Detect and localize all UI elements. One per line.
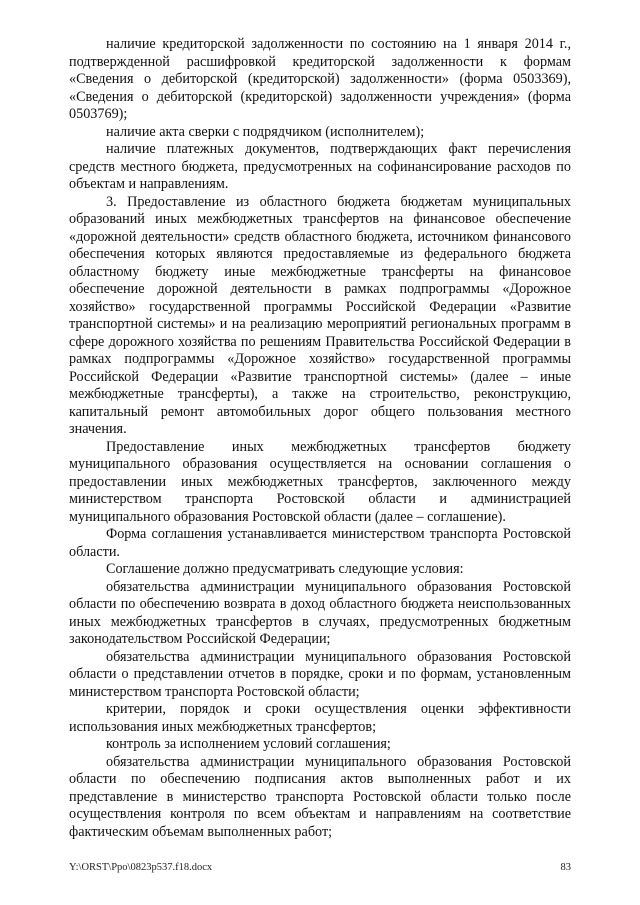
document-body	[69, 36, 571, 841]
page-number: 83	[560, 862, 571, 873]
paragraph-transfer-provision: Предоставление иных межбюджетных трансфертов бюджету муниципального образования осуществляется на основании соглашения о предоставлении иных межбюджетных трансфертов, заключенного между министерством транспорта Ростовской области и администрацией муниципального образования Ростовской области (далее – соглашение).	[69, 438, 571, 525]
paragraph-agreement-conditions: Соглашение должно предусматривать следующие условия:	[106, 561, 464, 577]
paragraph-agreement-form: Форма соглашения устанавливается министерством транспорта Ростовской области.	[69, 526, 571, 560]
footer-file-path: Y:\ORST\Ppo\0823p537.f18.docx	[69, 862, 213, 873]
paragraph-payment-documents: наличие платежных документов, подтверждающих факт перечисления средств местного бюджета, предусмотренных на софинансирование расходов по объектам и направлениям.	[69, 141, 571, 192]
paragraph-efficiency-criteria: критерии, порядок и сроки осуществления оценки эффективности использования иных межбюджетных трансфертов;	[69, 701, 571, 735]
paragraph-acts-obligations: обязательства администрации муниципального образования Ростовской области по обеспечению подписания актов выполненных работ и их представление в министерство транспорта Ростовской области только после осуществления контроля по всем объектам и направлениям на соответствие фактическим объемам выполненных работ;	[69, 753, 571, 840]
paragraph-reconciliation-act: наличие акта сверки с подрядчиком (исполнителем);	[106, 123, 425, 140]
paragraph-accounts-payable: наличие кредиторской задолженности по состоянию на 1 января 2014 г., подтвержденной расшифровкой кредиторской задолженности к формам «Сведения о дебиторской (кредиторской) задолженности» (форма 0503369), «Сведения о дебиторской (кредиторской) задолженности учреждения» (форма 0503769);	[69, 36, 571, 122]
paragraph-refund-obligations: обязательства администрации муниципального образования Ростовской области по обеспечению возврата в доход областного бюджета неиспользованных иных межбюджетных трансфертов в случаях, предусмотренных бюджетным законодательством Российской Федерации;	[69, 578, 571, 647]
paragraph-section-3: 3. Предоставление из областного бюджета бюджетам муниципальных образований иных межбюджетных трансфертов на финансовое обеспечение «дорожной деятельности» средств областного бюджета, источником финансового обеспечения которых являются предоставляемые из федерального бюджета областному бюджету иные межбюджетные трансферты на финансовое обеспечение дорожной деятельности в рамках подпрограммы «Дорожное хозяйство» государственной программы Российской Федерации «Развитие транспортной системы» и на реализацию мероприятий региональных программ в сфере дорожного хозяйства по решениям Правительства Российской Федерации в рамках подпрограммы «Дорожное хозяйство» государственной программы Российской Федерации «Развитие транспортной системы» (далее – иные межбюджетные трансферты), а также на строительство, реконструкцию, капитальный ремонт автомобильных дорог общего пользования местного значения.	[69, 193, 571, 437]
paragraph-reporting-obligations: обязательства администрации муниципального образования Ростовской области о представлении отчетов в порядке, сроки и по формам, установленным министерством транспорта Ростовской области;	[69, 648, 571, 700]
paragraph-control: контроль за исполнением условий соглашения;	[106, 736, 391, 752]
